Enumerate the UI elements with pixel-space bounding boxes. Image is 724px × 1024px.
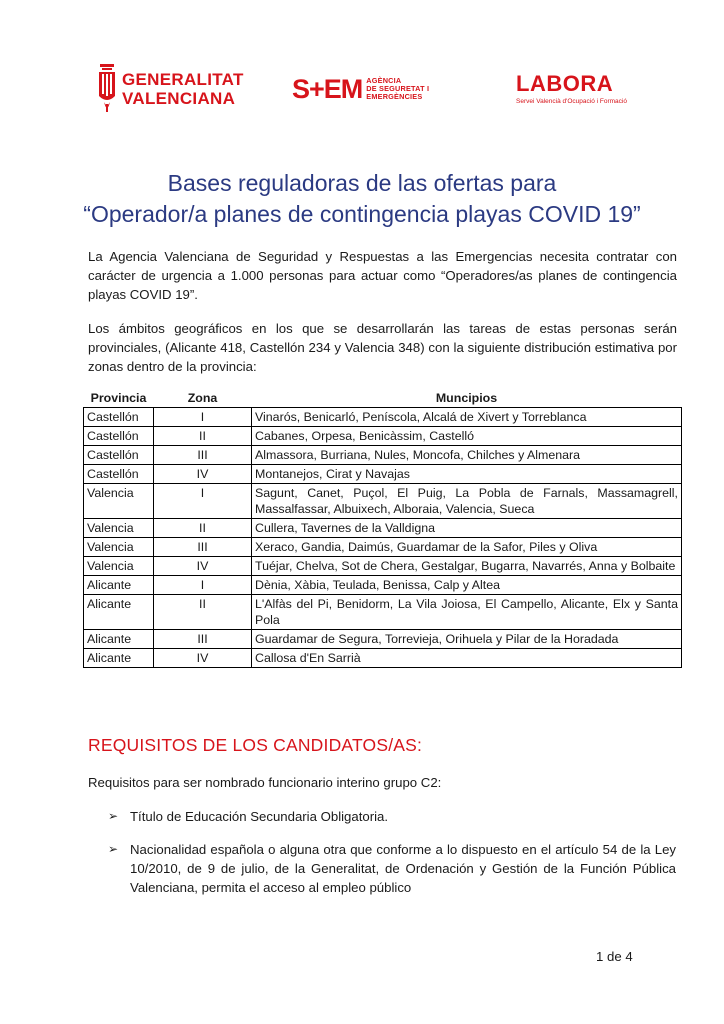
table-row xyxy=(84,538,682,557)
cell-zona: I xyxy=(154,484,252,519)
sem-line3: EMERGÈNCIES xyxy=(366,92,423,102)
cell-zona: I xyxy=(154,576,252,595)
cell-municipios: Sagunt, Canet, Puçol, El Puig, La Pobla de Farnals, Massamagrell, Massalfassar, Albuixech, Alboraia, Valencia, Sueca xyxy=(252,484,682,519)
labora-subtitle: Servei Valencià d'Ocupació i Formació xyxy=(516,98,627,105)
cell-provincia: Castellón xyxy=(84,427,154,446)
cell-municipios: Cullera, Tavernes de la Valldigna xyxy=(252,519,682,538)
cell-provincia: Alicante xyxy=(84,576,154,595)
requirements-intro: Requisitos para ser nombrado funcionario interino grupo C2: xyxy=(88,775,442,790)
labora-logo xyxy=(516,72,627,106)
table-row xyxy=(84,484,682,519)
cell-provincia: Valencia xyxy=(84,538,154,557)
page-number: 1 de 4 xyxy=(596,949,633,964)
table-row xyxy=(84,576,682,595)
cell-provincia: Alicante xyxy=(84,630,154,649)
requirement-text: Título de Educación Secundaria Obligatoria. xyxy=(130,809,389,824)
sem-logo xyxy=(292,74,429,104)
cell-municipios: Guardamar de Segura, Torrevieja, Orihuela y Pilar de la Horadada xyxy=(252,630,682,649)
requirement-item xyxy=(108,840,676,897)
cell-provincia: Castellón xyxy=(84,408,154,427)
title-line2: “Operador/a planes de contingencia playas COVID 19” xyxy=(83,201,641,227)
generalitat-emblem-icon xyxy=(96,64,118,114)
requirements-heading: REQUISITOS DE LOS CANDIDATOS/AS: xyxy=(88,735,423,755)
cell-provincia: Castellón xyxy=(84,446,154,465)
scope-paragraph: Los ámbitos geográficos en los que se desarrollarán las tareas de estas personas serán provinciales, (Alicante 418, Castellón 234 y Valencia 348) con la siguiente distribución estimativa por zonas dentro de la provincia: xyxy=(88,321,677,374)
cell-municipios: Cabanes, Orpesa, Benicàssim, Castelló xyxy=(252,427,682,446)
cell-provincia: Castellón xyxy=(84,465,154,484)
cell-zona: I xyxy=(154,408,252,427)
cell-provincia: Valencia xyxy=(84,557,154,576)
table-row xyxy=(84,427,682,446)
cell-municipios: Vinarós, Benicarló, Peníscola, Alcalá de Xivert y Torreblanca xyxy=(252,408,682,427)
table-row xyxy=(84,649,682,668)
table-row xyxy=(84,557,682,576)
header-zona: Zona xyxy=(187,391,218,405)
cell-municipios: Montanejos, Cirat y Navajas xyxy=(252,465,682,484)
cell-zona: II xyxy=(154,519,252,538)
distribution-table xyxy=(83,389,682,668)
labora-mark: LABORA xyxy=(516,71,614,96)
cell-provincia: Alicante xyxy=(84,595,154,630)
cell-zona: IV xyxy=(154,465,252,484)
cell-provincia: Alicante xyxy=(84,649,154,668)
arrow-bullet-icon: ➢ xyxy=(108,842,119,856)
table-row xyxy=(84,465,682,484)
sem-mark: S+EM xyxy=(292,74,363,104)
title-line1: Bases reguladoras de las ofertas para xyxy=(167,170,557,196)
document-title xyxy=(60,168,664,230)
cell-municipios: Almassora, Burriana, Nules, Moncofa, Chilches y Almenara xyxy=(252,446,682,465)
sem-line1: AGÈNCIA xyxy=(366,75,402,85)
cell-provincia: Valencia xyxy=(84,484,154,519)
cell-provincia: Valencia xyxy=(84,519,154,538)
table-row xyxy=(84,595,682,630)
table-row xyxy=(84,446,682,465)
cell-zona: II xyxy=(154,595,252,630)
cell-zona: IV xyxy=(154,557,252,576)
cell-zona: III xyxy=(154,630,252,649)
header-provincia: Provincia xyxy=(90,391,147,405)
generalitat-line1: GENERALITAT xyxy=(122,70,244,89)
table-row xyxy=(84,408,682,427)
cell-zona: III xyxy=(154,538,252,557)
requirement-item xyxy=(108,807,676,826)
table-header-row xyxy=(84,389,682,408)
cell-municipios: Dènia, Xàbia, Teulada, Benissa, Calp y Altea xyxy=(252,576,682,595)
sem-line2: DE SEGURETAT I xyxy=(366,83,430,93)
generalitat-logo xyxy=(96,64,244,114)
table-row xyxy=(84,630,682,649)
intro-paragraph: La Agencia Valenciana de Seguridad y Respuestas a las Emergencias necesita contratar con carácter de urgencia a 1.000 personas para actuar como “Operadores/as planes de contingencia playas COVID 19”. xyxy=(88,249,677,302)
cell-zona: IV xyxy=(154,649,252,668)
cell-municipios: Tuéjar, Chelva, Sot de Chera, Gestalgar, Bugarra, Navarrés, Anna y Bolbaite xyxy=(252,557,682,576)
cell-municipios: Xeraco, Gandia, Daimús, Guardamar de la Safor, Piles y Oliva xyxy=(252,538,682,557)
header-logos xyxy=(0,62,724,116)
cell-zona: II xyxy=(154,427,252,446)
cell-municipios: Callosa d'En Sarrià xyxy=(252,649,682,668)
cell-municipios: L'Alfàs del Pi, Benidorm, La Vila Joiosa, El Campello, Alicante, Elx y Santa Pola xyxy=(252,595,682,630)
requirement-text: Nacionalidad española o alguna otra que conforme a lo dispuesto en el artículo 54 de la Ley 10/2010, de 9 de julio, de la Generalitat, de Ordenación y Gestión de la Función Pública Valenciana, permita el acceso al empleo público xyxy=(130,842,676,895)
table-row xyxy=(84,519,682,538)
header-municipios: Muncipios xyxy=(435,391,498,405)
generalitat-line2: VALENCIANA xyxy=(122,89,236,108)
cell-zona: III xyxy=(154,446,252,465)
arrow-bullet-icon: ➢ xyxy=(108,809,119,823)
